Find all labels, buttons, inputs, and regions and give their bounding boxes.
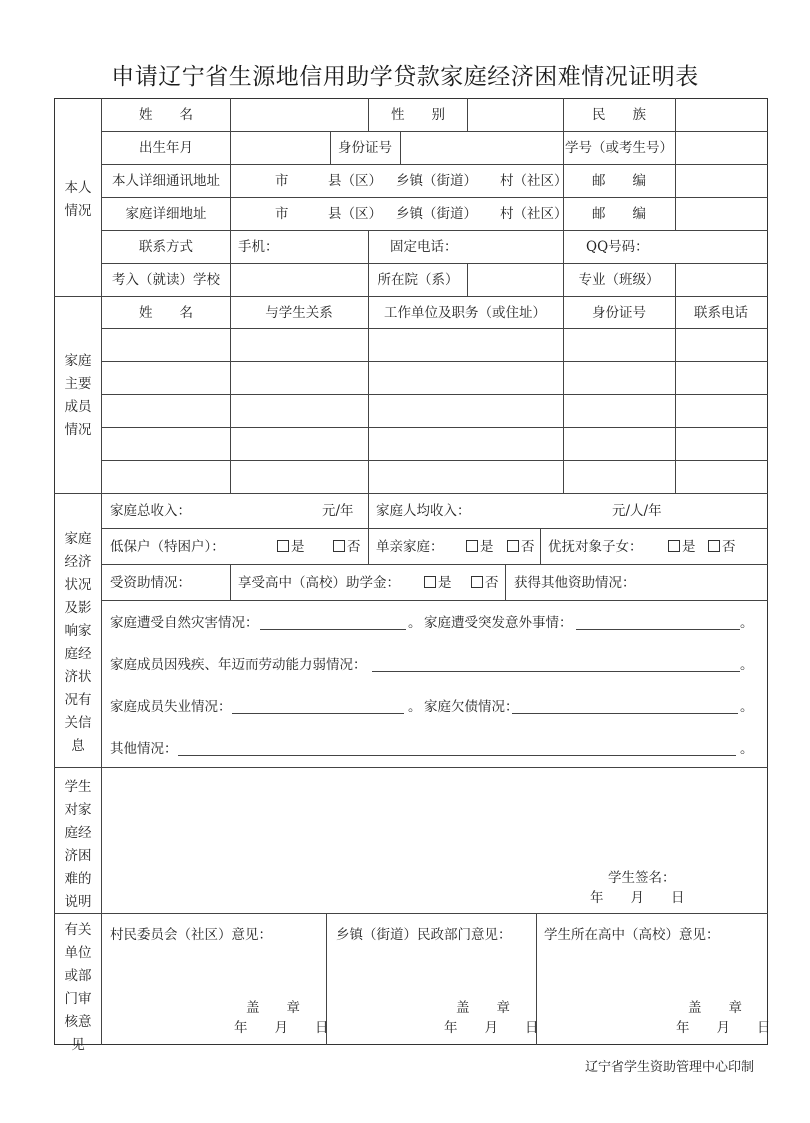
label-column-divider: [101, 98, 102, 1045]
family-header-phone: 联系电话: [694, 305, 748, 321]
gender-field[interactable]: [468, 99, 563, 131]
college-field[interactable]: [468, 264, 563, 296]
checkbox-icon: [424, 576, 436, 588]
checkbox-icon: [333, 540, 345, 552]
checkbox-icon: [507, 540, 519, 552]
home-postcode-field[interactable]: [676, 198, 768, 230]
checkbox-icon: [277, 540, 289, 552]
cell-line: [675, 296, 676, 493]
disability-field[interactable]: [372, 671, 740, 672]
preferential-no[interactable]: 否: [708, 539, 736, 555]
ethnicity-field[interactable]: [676, 99, 768, 131]
per-capita-label: 家庭人均收入：: [376, 503, 471, 519]
period-mark: 。: [408, 699, 422, 715]
family-header-relation: 与学生关系: [265, 305, 333, 321]
hs-grant-label: 享受高中（高校）助学金：: [238, 575, 400, 591]
college-label: 所在院（系）: [377, 272, 459, 288]
section-divider: [54, 493, 768, 494]
section-label-personal: 本人情况: [64, 180, 92, 219]
cell-line: [230, 164, 231, 230]
hs-grant-yes[interactable]: 是: [424, 575, 452, 591]
cell-line: [505, 564, 506, 600]
cell-line: [563, 230, 564, 263]
debt-label: 家庭欠债情况：: [424, 699, 519, 715]
period-mark: 。: [740, 699, 754, 715]
review-date: 年 月 日: [676, 1020, 771, 1036]
cell-line: [230, 296, 231, 493]
row-line: [101, 328, 768, 329]
unemployment-field[interactable]: [232, 713, 404, 714]
review-date: 年 月 日: [234, 1020, 329, 1036]
student-signature-label: 学生签名：: [608, 870, 676, 886]
home-address-label: 家庭详细地址: [125, 206, 207, 222]
family-header-name: 姓 名: [139, 305, 193, 321]
row-line: [101, 528, 768, 529]
debt-field[interactable]: [512, 713, 738, 714]
single-parent-yes[interactable]: 是: [466, 539, 494, 555]
period-mark: 。: [740, 741, 754, 757]
section-divider: [54, 913, 768, 914]
county-label: 县（区）: [328, 206, 382, 222]
school-label: 考入（就读）学校: [112, 272, 220, 288]
birth-label: 出生年月: [139, 140, 193, 156]
family-header-work: 工作单位及职务（或住址）: [384, 305, 546, 321]
row-line: [101, 460, 768, 461]
other-aid-label: 获得其他资助情况：: [514, 575, 636, 591]
name-label: 姓 名: [139, 107, 193, 123]
village-label: 村（社区）: [500, 206, 568, 222]
statement-field[interactable]: [102, 768, 768, 868]
landline-label: 固定电话：: [390, 239, 458, 255]
city-label: 市: [275, 206, 289, 222]
single-parent-label: 单亲家庭：: [376, 539, 444, 555]
aid-label: 受资助情况：: [110, 575, 191, 591]
low-income-label: 低保户（特困户）：: [110, 539, 225, 555]
seal-label: 盖 章: [688, 1000, 742, 1016]
hs-grant-no[interactable]: 否: [471, 575, 499, 591]
period-mark: 。: [740, 615, 754, 631]
per-capita-unit: 元/人/年: [612, 503, 662, 519]
review-date: 年 月 日: [444, 1020, 539, 1036]
preferential-label: 优抚对象子女：: [548, 539, 643, 555]
name-field[interactable]: [231, 99, 368, 131]
id-number-field[interactable]: [401, 132, 563, 164]
family-header-id: 身份证号: [592, 305, 646, 321]
row-line: [101, 427, 768, 428]
postcode-label: 邮 编: [592, 173, 646, 189]
disaster-label: 家庭遭受自然灾害情况：: [110, 615, 259, 631]
other-label: 其他情况：: [110, 741, 178, 757]
cell-line: [368, 230, 369, 263]
cell-line: [368, 263, 369, 296]
ethnicity-label: 民 族: [592, 107, 646, 123]
qq-label: QQ号码：: [586, 239, 649, 255]
town-label: 乡镇（街道）: [396, 206, 477, 222]
other-field[interactable]: [178, 755, 736, 756]
accident-field[interactable]: [576, 629, 740, 630]
row-line: [101, 263, 768, 264]
mobile-label: 手机：: [238, 239, 279, 255]
total-income-label: 家庭总收入：: [110, 503, 191, 519]
cell-line: [330, 131, 331, 164]
postcode-label: 邮 编: [592, 206, 646, 222]
birth-field[interactable]: [231, 132, 330, 164]
row-line: [101, 394, 768, 395]
cell-line: [563, 263, 564, 296]
row-line: [101, 230, 768, 231]
postcode-field[interactable]: [676, 165, 768, 197]
contact-label: 联系方式: [139, 239, 193, 255]
disaster-field[interactable]: [260, 629, 406, 630]
cell-line: [230, 230, 231, 263]
checkbox-icon: [668, 540, 680, 552]
cell-line: [368, 493, 369, 564]
school-field[interactable]: [231, 264, 368, 296]
village-opinion-label: 村民委员会（社区）意见：: [110, 927, 272, 943]
section-label-economy: 家庭经济状况及影响家庭经济状况有关信息: [64, 531, 92, 754]
village-label: 村（社区）: [500, 173, 568, 189]
student-no-label: 学号（或考生号）: [565, 140, 673, 156]
checkbox-icon: [471, 576, 483, 588]
single-parent-no[interactable]: 否: [507, 539, 535, 555]
civil-opinion-label: 乡镇（街道）民政部门意见：: [336, 927, 512, 943]
cell-line: [540, 528, 541, 564]
student-no-field[interactable]: [676, 132, 768, 164]
city-label: 市: [275, 173, 289, 189]
disability-label: 家庭成员因残疾、年迈而劳动能力弱情况：: [110, 657, 367, 673]
major-label: 专业（班级）: [578, 272, 660, 288]
row-line: [101, 600, 768, 601]
gender-label: 性 别: [391, 107, 445, 123]
school-opinion-label: 学生所在高中（高校）意见：: [544, 927, 720, 943]
preferential-yes[interactable]: 是: [668, 539, 696, 555]
period-mark: 。: [740, 657, 754, 673]
cell-line: [563, 296, 564, 493]
major-field[interactable]: [676, 264, 768, 296]
cell-line: [563, 98, 564, 131]
row-line: [101, 197, 768, 198]
form-title: 申请辽宁省生源地信用助学贷款家庭经济困难情况证明表: [111, 64, 699, 90]
row-line: [101, 564, 768, 565]
low-income-no[interactable]: 否: [333, 539, 361, 555]
row-line: [101, 164, 768, 165]
printer-credit: 辽宁省学生资助管理中心印制: [584, 1060, 754, 1075]
unemployment-label: 家庭成员失业情况：: [110, 699, 232, 715]
checkbox-icon: [708, 540, 720, 552]
cell-line: [230, 564, 231, 600]
checkbox-icon: [466, 540, 478, 552]
seal-label: 盖 章: [456, 1000, 510, 1016]
town-label: 乡镇（街道）: [396, 173, 477, 189]
total-income-unit: 元/年: [322, 503, 354, 519]
section-label-review: 有关单位或部门审核意见: [64, 922, 92, 1053]
address-label: 本人详细通讯地址: [112, 173, 220, 189]
cell-line: [368, 296, 369, 493]
cell-line: [368, 98, 369, 131]
low-income-yes[interactable]: 是: [277, 539, 305, 555]
period-mark: 。: [408, 615, 422, 631]
section-label-family: 家庭主要成员情况: [64, 353, 92, 438]
cell-line: [563, 131, 564, 164]
seal-label: 盖 章: [246, 1000, 300, 1016]
id-number-label: 身份证号: [338, 140, 392, 156]
section-divider: [54, 296, 768, 297]
section-label-statement: 学生对家庭经济困难的说明: [64, 779, 92, 910]
accident-label: 家庭遭受突发意外事情：: [424, 615, 573, 631]
row-line: [101, 361, 768, 362]
county-label: 县（区）: [328, 173, 382, 189]
statement-date: 年 月 日: [590, 890, 685, 906]
